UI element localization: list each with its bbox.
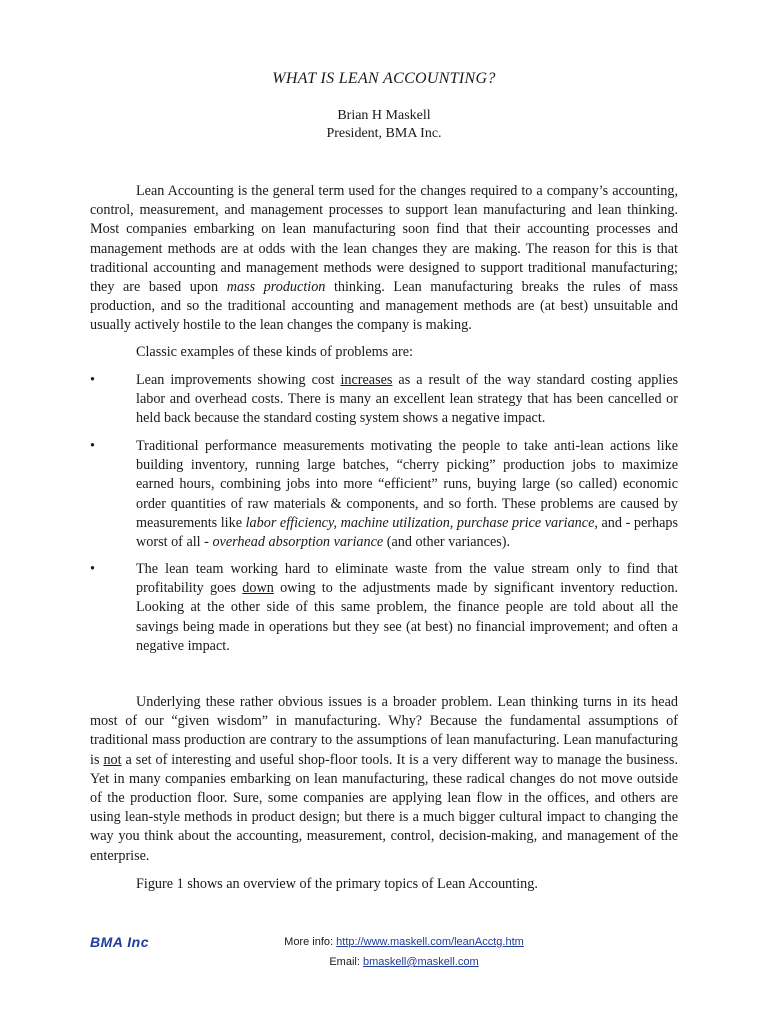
paragraph-intro-emphasis: mass production [226, 279, 326, 296]
bullet-3-text-b: owing to the adjustments made by significant inventory reduction. Looking at the other side of this same problem, the finance people are told about all the savings being made in operations but they see (at best) no financial improvement; and often a negative impact. [136, 580, 678, 654]
bullet-2-emphasis-1: labor efficiency, machine utilization, purchase price variance, [245, 514, 598, 531]
bullet-item-1 [90, 371, 678, 429]
email-label: Email: [329, 956, 360, 968]
author-name: Brian H Maskell [337, 108, 431, 123]
paragraph-examples-lead [90, 343, 678, 362]
bullet-1-underline: increases [340, 372, 393, 388]
paragraph-intro-text-b: thinking. Lean manufacturing breaks the rules of mass production, and so the traditional accounting and management methods are (at best) unsuitable and usually actively hostile to the lean changes the company is making. [90, 279, 678, 334]
paragraph-underlying-text-a: Underlying these rather obvious issues is a broader problem. Lean thinking turns in its head most of our “given wisdom” in manufacturing. Why? Because the fundamental assumptions of traditional mass production are contrary to the assumptions of lean manufacturing. Lean manufacturing is [90, 694, 678, 768]
paragraph-examples-lead-text: Classic examples of these kinds of problems are: [136, 344, 413, 360]
page-title: WHAT IS LEAN ACCOUNTING? [272, 70, 496, 87]
email-link[interactable]: bmaskell@maskell.com [362, 956, 479, 968]
bullet-3-underline: down [242, 580, 274, 597]
more-info-link[interactable]: http://www.maskell.com/leanAcctg.htm [336, 936, 524, 948]
author-role: President, BMA Inc. [326, 126, 442, 141]
bullet-1-text-a: Lean improvements showing cost [136, 372, 341, 388]
paragraph-intro [90, 182, 678, 336]
paragraph-underlying [90, 693, 678, 866]
paragraph-figure-ref-text: Figure 1 shows an overview of the primary topics of Lean Accounting. [136, 876, 538, 892]
bullet-2-text-b: and - perhaps worst of all - [136, 514, 678, 551]
bullet-item-3 [90, 560, 678, 656]
footer-brand-logo: BMA Inc [90, 934, 149, 950]
paragraph-underlying-underline: not [103, 751, 122, 768]
paragraph-figure-ref [90, 875, 678, 894]
footer-more-info [20, 936, 768, 948]
bullet-3-text-a: The lean team working hard to eliminate waste from the value stream only to find that profitability goes [136, 561, 678, 597]
bullet-symbol: • [90, 372, 95, 388]
footer-email [20, 956, 768, 968]
bullet-item-2 [90, 437, 678, 552]
bullet-symbol: • [90, 438, 95, 454]
bullet-2-text-c: (and other variances). [383, 534, 511, 551]
more-info-label: More info: [284, 936, 334, 948]
paragraph-underlying-text-b: a set of interesting and useful shop-floor tools. It is a very different way to manage the business. Yet in many companies embarking on lean manufacturing, these radical changes do not move outside of the production floor. Sure, some companies are applying lean flow in the offices, and others are using lean-style methods in product design; but there is a much bigger cultural impact to changing the way you think about the accounting, measurement, control, decision-making, and management of the enterprise. [90, 751, 678, 864]
bullet-1-text-b: as a result of the way standard costing applies labor and overhead costs. There is many an excellent lean strategy that has been cancelled or held back because the standard costing system shows a negative impact. [136, 372, 679, 427]
paragraph-intro-text-a: Lean Accounting is the general term used for the changes required to a company’s accounting, control, measurement, and management processes to support lean manufacturing and lean thinking. Most companies embarking on lean manufacturing soon find that their accounting processes and management methods are at odds with the lean changes they are making. The reason for this is that traditional accounting and management methods were designed to support traditional manufacturing; they are based upon [90, 183, 678, 296]
bullet-2-text-a: Traditional performance measurements motivating the people to take anti-lean actions like building inventory, running large batches, “cherry picking” production jobs to maximize earned hours, combining jobs into more “efficient” runs, buying large (so called) economic order quantities of raw materials & components, and so forth. These problems are caused by measurements like [136, 438, 678, 531]
bullet-symbol: • [90, 561, 95, 577]
bullet-2-emphasis-2: overhead absorption variance [212, 534, 384, 551]
